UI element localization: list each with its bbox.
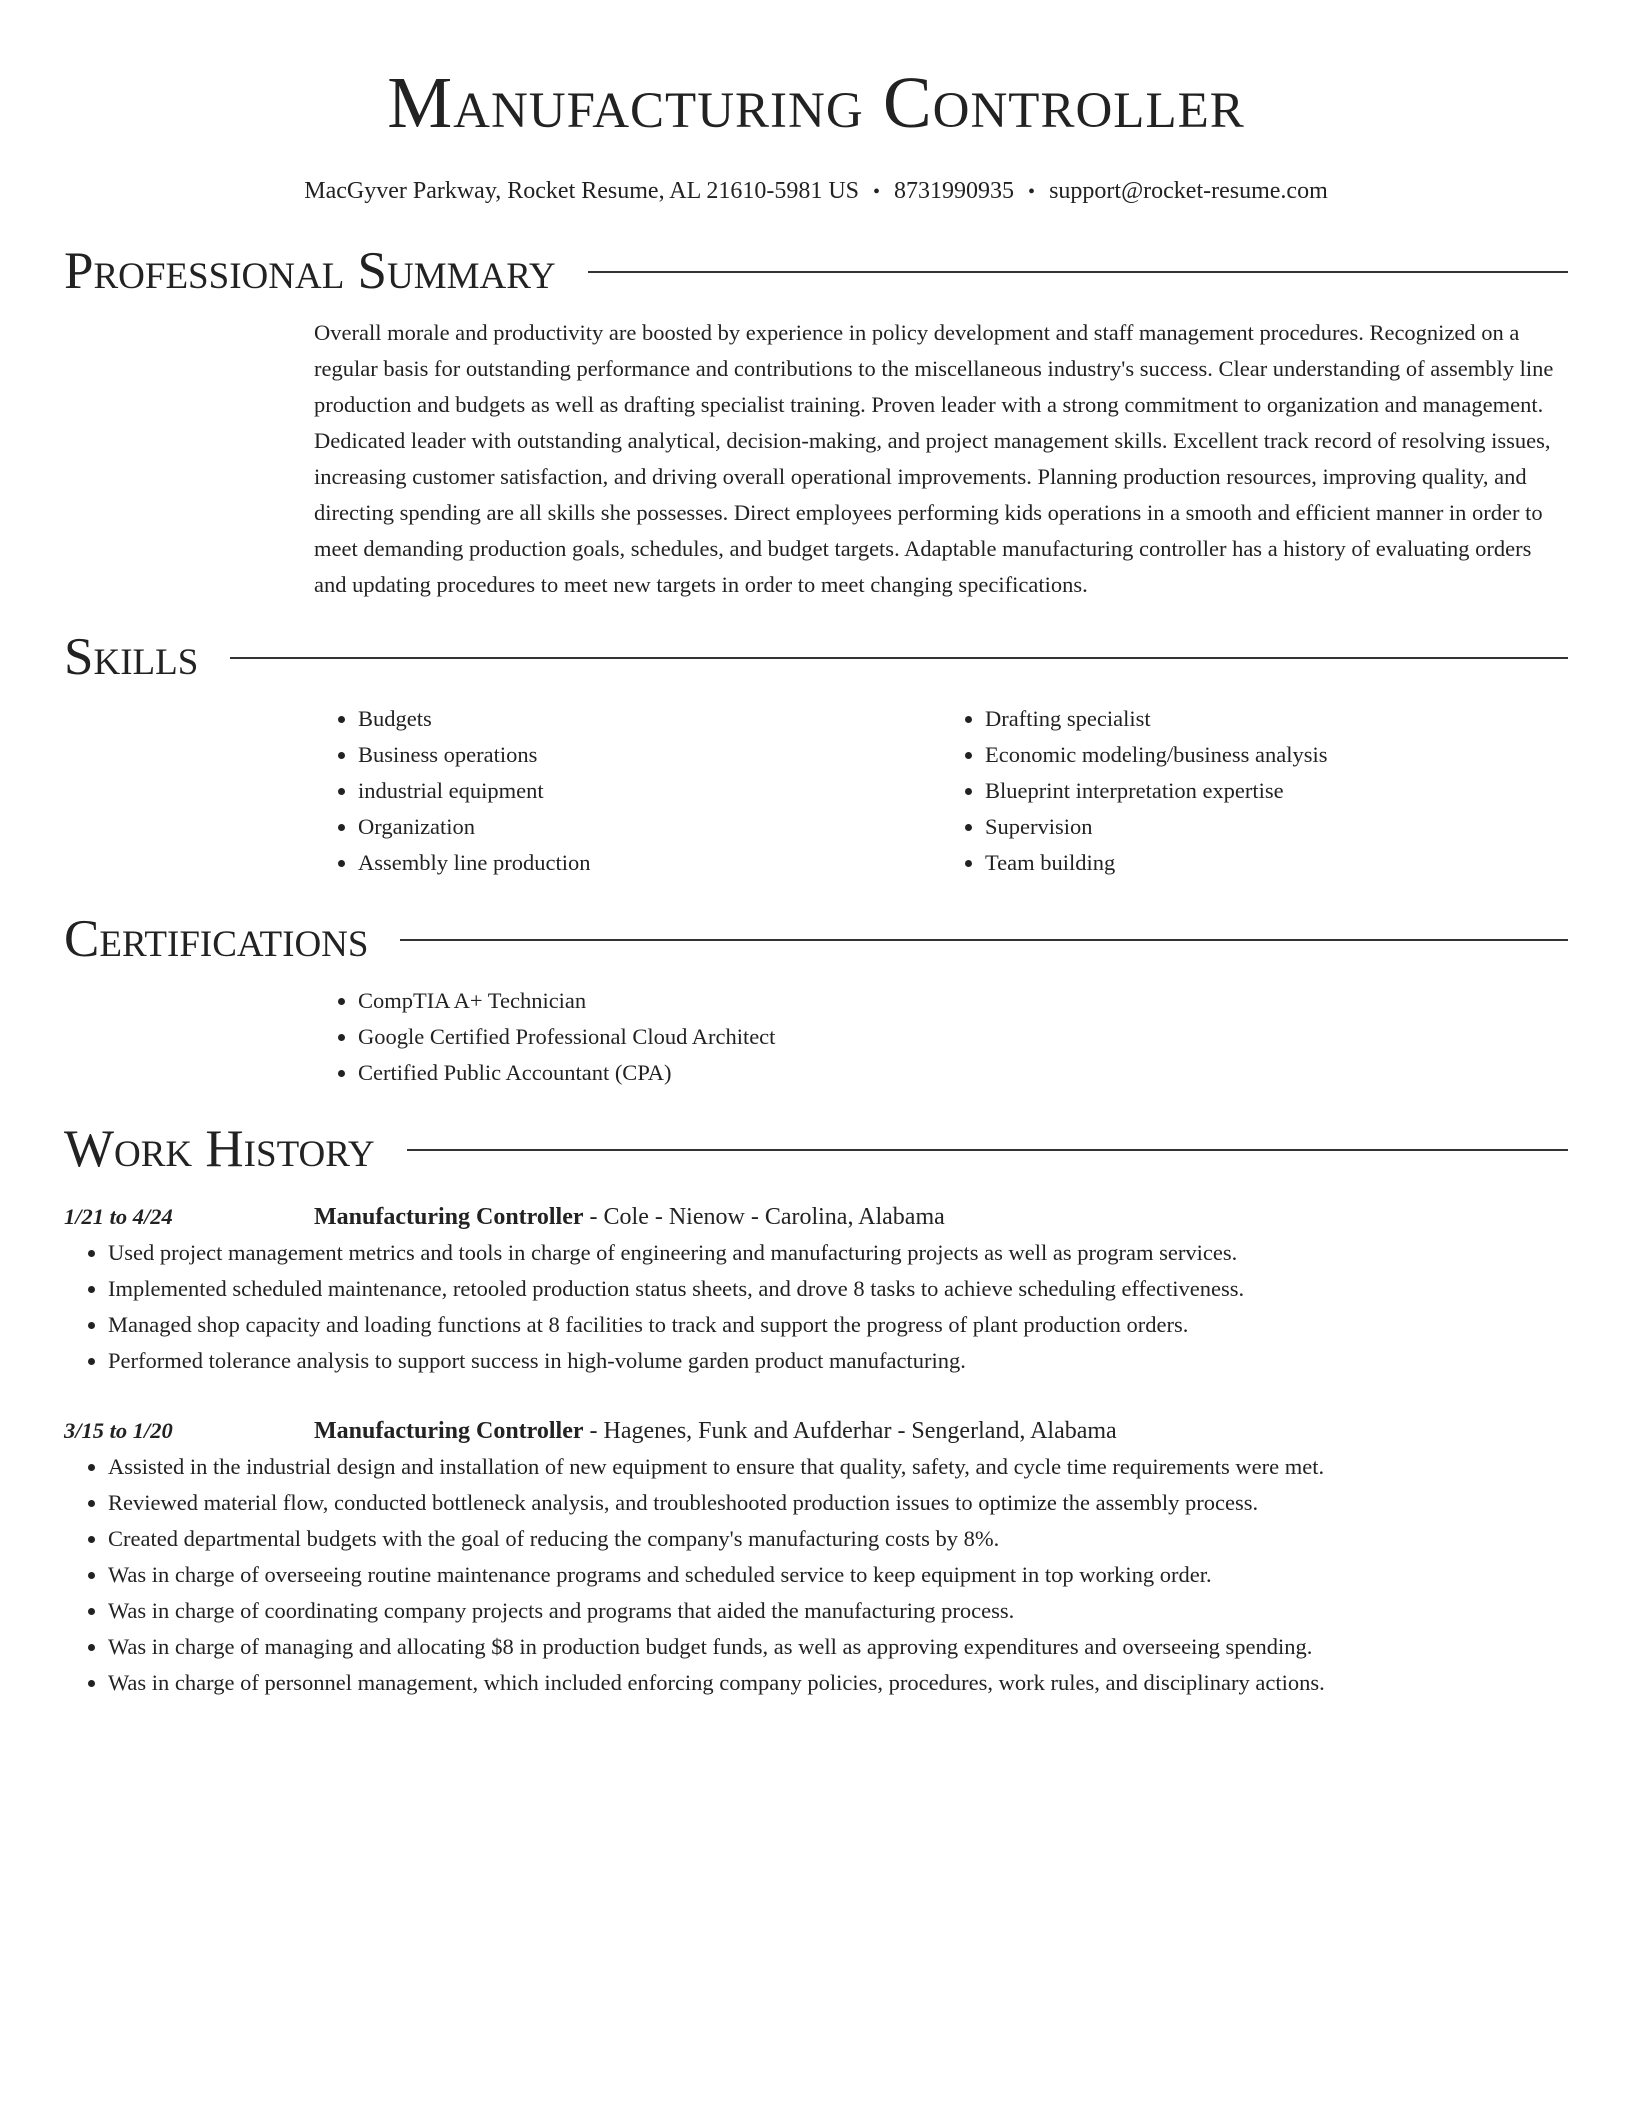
work-history-section-title: Work History — [64, 1120, 375, 1178]
skills-list — [314, 701, 1568, 881]
section-divider — [230, 657, 1568, 659]
contact-separator: • — [1028, 181, 1036, 203]
job-entry — [64, 1413, 1568, 1701]
job-company-location: - Hagenes, Funk and Aufderhar - Sengerland, Alabama — [583, 1418, 1117, 1444]
job-bullet: • Assisted in the industrial design and installation of new equipment to ensure that quality, safety, and cycle time requirements were met. — [108, 1449, 1568, 1485]
skill-item: • Economic modeling/business analysis — [985, 737, 1568, 773]
skill-item: • Budgets — [358, 701, 941, 737]
skill-item: • Supervision — [985, 809, 1568, 845]
job-bullet: • Performed tolerance analysis to support success in high-volume garden product manufacturing. — [108, 1343, 1568, 1379]
resume-name: Manufacturing Controller — [387, 62, 1245, 143]
skills-column-right — [941, 701, 1568, 881]
job-header — [314, 1199, 1568, 1235]
summary-section-body — [314, 315, 1568, 603]
section-divider — [588, 271, 1568, 273]
job-bullet: • Used project management metrics and tools in charge of engineering and manufacturing projects as well as program services. — [108, 1235, 1568, 1271]
contact-phone: 8731990935 — [894, 178, 1015, 204]
summary-text: Overall morale and productivity are boosted by experience in policy development and staff management procedures. Recognized on a regular basis for outstanding performance and contributions to the miscellaneous industry's success. Clear understanding of assembly line production and budgets as well as drafting specialist training. Proven leader with a strong commitment to organization and management. Dedicated leader with outstanding analytical, decision-making, and project management skills. Excellent track record of resolving issues, increasing customer satisfaction, and driving overall operational improvements. Planning production resources, improving quality, and directing spending are all skills she possesses. Direct employees performing kids operations in a smooth and efficient manner in order to meet demanding production goals, schedules, and budget targets. Adaptable manufacturing controller has a history of evaluating orders and updating procedures to meet new targets in order to meet changing specifications. — [314, 320, 1554, 597]
certifications-list — [314, 983, 1568, 1091]
skill-item: • Drafting specialist — [985, 701, 1568, 737]
section-divider — [400, 939, 1568, 941]
contact-line — [64, 176, 1568, 207]
resume-page — [64, 0, 1568, 1701]
contact-address: MacGyver Parkway, Rocket Resume, AL 21610-5981 US — [304, 178, 860, 204]
job-company-location: - Cole - Nienow - Carolina, Alabama — [583, 1204, 945, 1230]
job-entry — [64, 1199, 1568, 1379]
skill-item: • Business operations — [358, 737, 941, 773]
skill-item: • Team building — [985, 845, 1568, 881]
job-dates: 1/21 to 4/24 — [64, 1204, 173, 1229]
skills-column-left — [314, 701, 941, 881]
certifications-bullets — [314, 983, 1568, 1091]
certifications-section-title: Certifications — [64, 910, 369, 968]
job-bullets — [64, 1449, 1568, 1701]
job-header — [314, 1413, 1568, 1449]
skills-section-header — [64, 625, 1568, 689]
certification-item: • Google Certified Professional Cloud Architect — [358, 1019, 1568, 1055]
summary-section-header — [64, 239, 1568, 303]
skills-section-title: Skills — [64, 628, 199, 686]
job-bullet: • Implemented scheduled maintenance, retooled production status sheets, and drove 8 tasks to achieve scheduling effectiveness. — [108, 1271, 1568, 1307]
job-bullet: • Was in charge of personnel management, which included enforcing company policies, procedures, work rules, and disciplinary actions. — [108, 1665, 1568, 1701]
job-bullet: • Reviewed material flow, conducted bottleneck analysis, and troubleshooted production issues to optimize the assembly process. — [108, 1485, 1568, 1521]
skill-item: • industrial equipment — [358, 773, 941, 809]
summary-section-title: Professional Summary — [64, 242, 556, 300]
job-bullet: • Created departmental budgets with the goal of reducing the company's manufacturing costs by 8%. — [108, 1521, 1568, 1557]
section-divider — [407, 1149, 1568, 1151]
contact-email: support@rocket-resume.com — [1049, 178, 1328, 204]
skill-item: • Organization — [358, 809, 941, 845]
certification-item: • CompTIA A+ Technician — [358, 983, 1568, 1019]
job-bullet: • Managed shop capacity and loading functions at 8 facilities to track and support the progress of plant production orders. — [108, 1307, 1568, 1343]
job-role: Manufacturing Controller — [314, 1418, 584, 1444]
job-role: Manufacturing Controller — [314, 1204, 584, 1230]
contact-separator: • — [873, 181, 881, 203]
job-bullet: • Was in charge of overseeing routine maintenance programs and scheduled service to keep equipment in top working order. — [108, 1557, 1568, 1593]
work-history-section-header — [64, 1117, 1568, 1181]
certifications-section-header — [64, 907, 1568, 971]
skill-item: • Assembly line production — [358, 845, 941, 881]
skill-item: • Blueprint interpretation expertise — [985, 773, 1568, 809]
job-bullet: • Was in charge of managing and allocating $8 in production budget funds, as well as approving expenditures and overseeing spending. — [108, 1629, 1568, 1665]
job-dates: 3/15 to 1/20 — [64, 1418, 173, 1443]
job-bullets — [64, 1235, 1568, 1379]
certification-item: • Certified Public Accountant (CPA) — [358, 1055, 1568, 1091]
job-bullet: • Was in charge of coordinating company projects and programs that aided the manufacturing process. — [108, 1593, 1568, 1629]
